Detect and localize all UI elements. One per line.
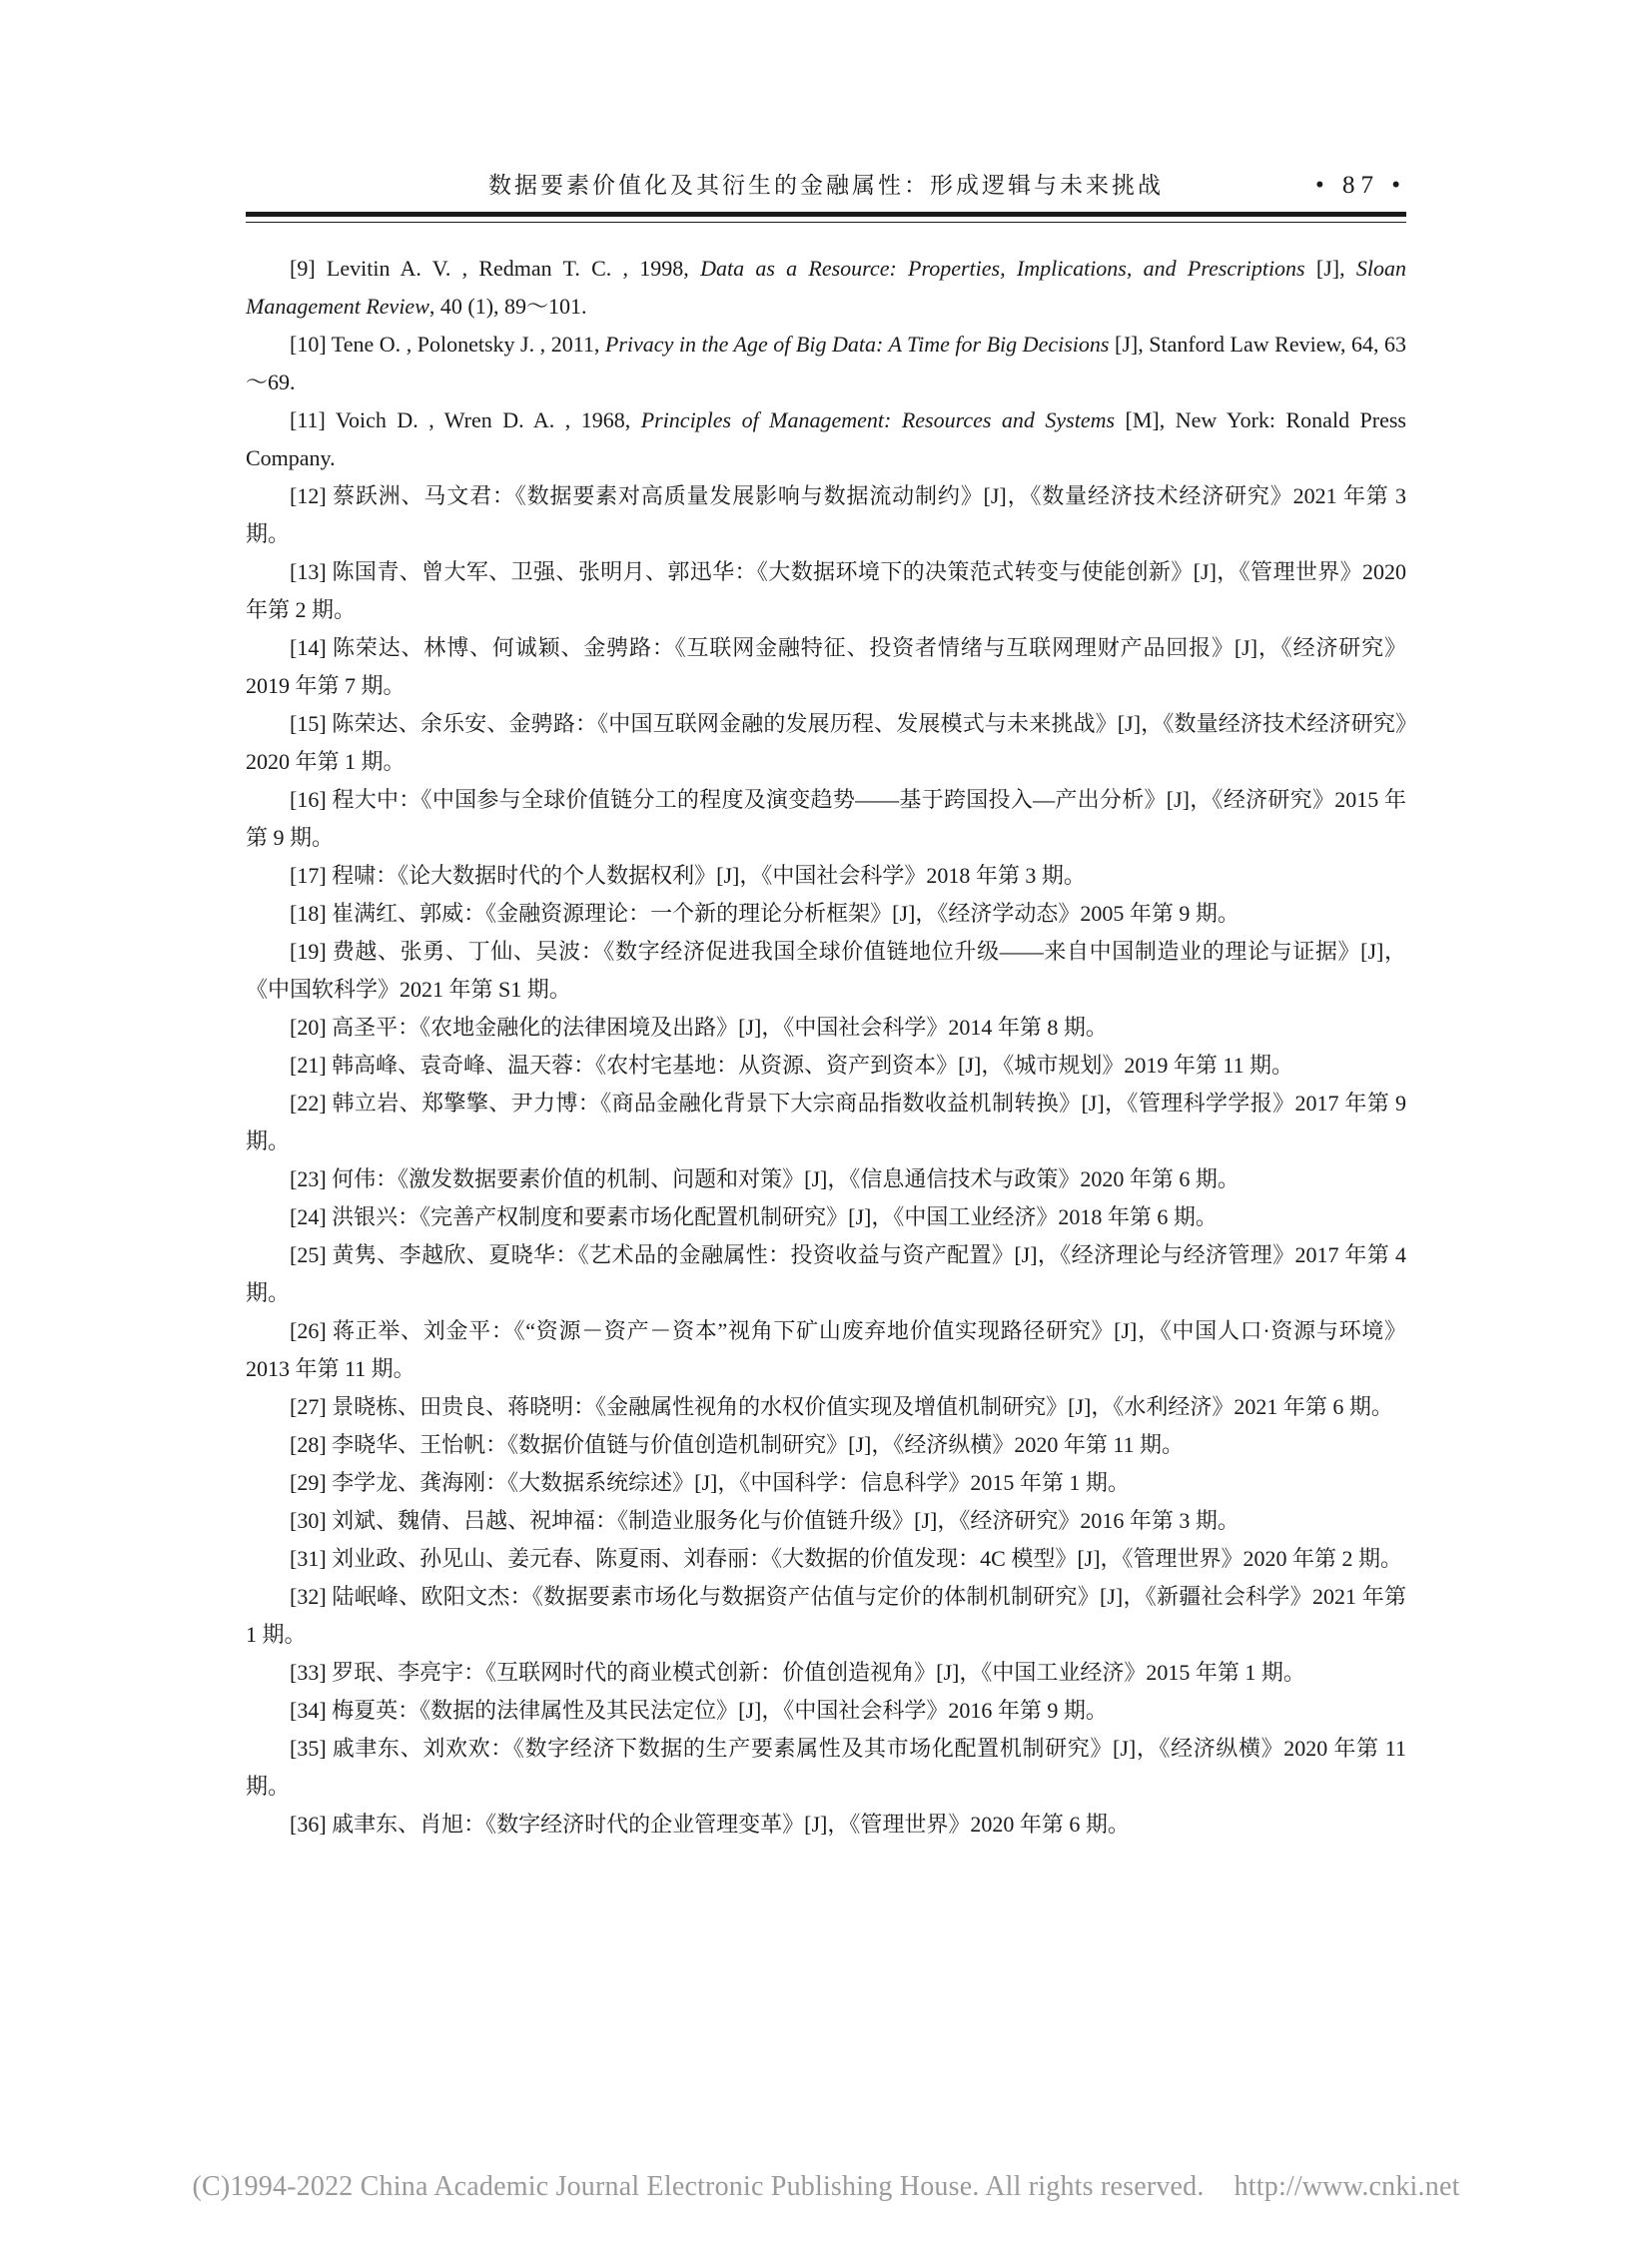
reference-item (246, 1426, 1406, 1464)
reference-item (246, 1692, 1406, 1730)
reference-text: 罗珉、李亮宇：《互联网时代的商业模式创新：价值创造视角》[J]，《中国工业经济》2015 年第 1 期。 (326, 1660, 1305, 1685)
reference-item (246, 1730, 1406, 1806)
reference-item (246, 705, 1406, 781)
reference-number: [16] (290, 787, 327, 812)
reference-item (246, 1047, 1406, 1085)
reference-item (246, 857, 1406, 895)
reference-text: 崔满红、郭威：《金融资源理论：一个新的理论分析框架》[J]，《经济学动态》2005 年第 9 期。 (326, 901, 1239, 926)
reference-text: Voich D. , Wren D. A. , 1968, (325, 407, 641, 432)
reference-number: [27] (290, 1394, 327, 1419)
reference-number: [26] (290, 1318, 327, 1343)
reference-text: 陈荣达、林博、何诚颖、金骋路：《互联网金融特征、投资者情绪与互联网理财产品回报》[J]，《经济研究》2019 年第 7 期。 (246, 635, 1406, 698)
reference-text: 蒋正举、刘金平：《“资源－资产－资本”视角下矿山废弃地价值实现路径研究》[J]，《中国人口·资源与环境》2013 年第 11 期。 (246, 1318, 1406, 1381)
reference-item (246, 1160, 1406, 1198)
reference-text: 何伟：《激发数据要素价值的机制、问题和对策》[J]，《信息通信技术与政策》2020 年第 6 期。 (326, 1166, 1239, 1191)
reference-number: [24] (290, 1204, 327, 1229)
reference-text: 李学龙、龚海刚：《大数据系统综述》[J]，《中国科学：信息科学》2015 年第 1 期。 (326, 1470, 1130, 1495)
reference-title-italic: Data as a Resource: Properties, Implications, and Prescriptions (700, 256, 1305, 281)
reference-number: [12] (290, 483, 327, 508)
reference-title-italic: Privacy in the Age of Big Data: A Time for Big Decisions (604, 332, 1110, 357)
reference-item (246, 1654, 1406, 1692)
reference-list (246, 250, 1406, 1844)
reference-text: 陈国青、曾大军、卫强、张明月、郭迅华：《大数据环境下的决策范式转变与使能创新》[J]，《管理世界》2020 年第 2 期。 (246, 559, 1406, 622)
reference-text: 蔡跃洲、马文君：《数据要素对高质量发展影响与数据流动制约》[J]，《数量经济技术经济研究》2021 年第 3 期。 (246, 483, 1406, 546)
reference-journal-italic: Sloan Management Review (246, 256, 1406, 319)
reference-text: 韩立岩、郑擎擎、尹力博：《商品金融化背景下大宗商品指数收益机制转换》[J]，《管理科学学报》2017 年第 9 期。 (246, 1091, 1406, 1153)
reference-number: [22] (290, 1091, 327, 1116)
reference-text: [J], Stanford Law Review, 64, 63～69. (246, 332, 1407, 394)
reference-item (246, 477, 1406, 553)
reference-number: [29] (290, 1470, 327, 1495)
reference-item (246, 1312, 1406, 1388)
reference-number: [25] (290, 1242, 327, 1267)
reference-text: 黄隽、李越欣、夏晓华：《艺术品的金融属性：投资收益与资产配置》[J]，《经济理论与经济管理》2017 年第 4 期。 (246, 1242, 1406, 1305)
reference-item (246, 326, 1406, 401)
reference-item (246, 553, 1406, 629)
reference-text: 刘斌、魏倩、吕越、祝坤福：《制造业服务化与价值链升级》[J]，《经济研究》2016 年第 3 期。 (326, 1508, 1239, 1533)
reference-number: [13] (290, 559, 327, 584)
reference-number: [15] (290, 711, 327, 736)
reference-number: [34] (290, 1698, 327, 1723)
reference-item (246, 250, 1406, 326)
reference-text: 戚聿东、肖旭：《数字经济时代的企业管理变革》[J]，《管理世界》2020 年第 6 期。 (326, 1812, 1130, 1837)
reference-text: , 40 (1), 89～101. (428, 294, 587, 319)
header-rule-thin (246, 222, 1406, 223)
reference-text: 程大中：《中国参与全球价值链分工的程度及演变趋势——基于跨国投入—产出分析》[J]，《经济研究》2015 年第 9 期。 (246, 787, 1406, 850)
reference-item (246, 401, 1406, 477)
footer (0, 2171, 1652, 2203)
reference-title-italic: Principles of Management: Resources and Systems (640, 407, 1116, 432)
reference-item (246, 1540, 1406, 1578)
reference-text: 陈荣达、余乐安、金骋路：《中国互联网金融的发展历程、发展模式与未来挑战》[J]，《数量经济技术经济研究》2020 年第 1 期。 (246, 711, 1406, 774)
reference-item (246, 1578, 1406, 1654)
reference-text: 刘业政、孙见山、姜元春、陈夏雨、刘春丽：《大数据的价值发现：4C 模型》[J]，《管理世界》2020 年第 2 期。 (326, 1546, 1403, 1571)
reference-text: 高圣平：《农地金融化的法律困境及出路》[J]，《中国社会科学》2014 年第 8 期。 (326, 1015, 1108, 1040)
reference-number: [31] (290, 1546, 327, 1571)
footer-url: http://www.cnki.net (1234, 2171, 1460, 2202)
reference-item (246, 1236, 1406, 1312)
reference-item (246, 933, 1406, 1009)
reference-item (246, 1388, 1406, 1426)
reference-text: [M], New York: Ronald Press Company. (246, 407, 1406, 470)
reference-item (246, 1502, 1406, 1540)
reference-item (246, 1806, 1406, 1844)
reference-text: Levitin A. V. , Redman T. C. , 1998, (315, 256, 701, 281)
reference-number: [33] (290, 1660, 327, 1685)
reference-number: [21] (290, 1053, 327, 1078)
reference-number: [19] (290, 939, 327, 964)
reference-item (246, 895, 1406, 933)
reference-text: 陆岷峰、欧阳文杰：《数据要素市场化与数据资产估值与定价的体制机制研究》[J]，《新疆社会科学》2021 年第 1 期。 (246, 1584, 1406, 1647)
page-number: • 87 • (1314, 172, 1406, 199)
reference-number: [18] (290, 901, 327, 926)
reference-text: 李晓华、王怡帆：《数据价值链与价值创造机制研究》[J]，《经济纵横》2020 年第 11 期。 (326, 1432, 1185, 1457)
reference-number: [10] (290, 332, 327, 357)
reference-text: 戚聿东、刘欢欢：《数字经济下数据的生产要素属性及其市场化配置机制研究》[J]，《经济纵横》2020 年第 11 期。 (246, 1736, 1406, 1799)
reference-item (246, 1198, 1406, 1236)
reference-text: Tene O. , Polonetsky J. , 2011, (326, 332, 605, 357)
reference-number: [30] (290, 1508, 327, 1533)
running-header (246, 168, 1406, 212)
reference-text: 梅夏英：《数据的法律属性及其民法定位》[J]，《中国社会科学》2016 年第 9 期。 (326, 1698, 1108, 1723)
reference-text: 洪银兴：《完善产权制度和要素市场化配置机制研究》[J]，《中国工业经济》2018 年第 6 期。 (326, 1204, 1218, 1229)
reference-number: [9] (290, 256, 316, 281)
reference-text: 费越、张勇、丁仙、吴波：《数字经济促进我国全球价值链地位升级——来自中国制造业的理论与证据》[J]，《中国软科学》2021 年第 S1 期。 (246, 939, 1406, 1002)
footer-copyright: (C)1994-2022 China Academic Journal Electronic Publishing House. All rights reserved. (192, 2171, 1205, 2202)
reference-text: 韩高峰、袁奇峰、温天蓉：《农村宅基地：从资源、资产到资本》[J]，《城市规划》2019 年第 11 期。 (326, 1053, 1294, 1078)
reference-number: [23] (290, 1166, 327, 1191)
reference-text: 景晓栋、田贵良、蒋晓明：《金融属性视角的水权价值实现及增值机制研究》[J]，《水利经济》2021 年第 6 期。 (326, 1394, 1393, 1419)
reference-number: [35] (290, 1736, 327, 1761)
reference-item (246, 781, 1406, 857)
reference-item (246, 1085, 1406, 1160)
reference-item (246, 629, 1406, 705)
reference-number: [20] (290, 1015, 327, 1040)
reference-text: 程啸：《论大数据时代的个人数据权利》[J]，《中国社会科学》2018 年第 3 期。 (326, 863, 1086, 888)
running-header-title: 数据要素价值化及其衍生的金融属性：形成逻辑与未来挑战 (488, 173, 1164, 199)
reference-number: [11] (290, 407, 326, 432)
reference-number: [28] (290, 1432, 327, 1457)
reference-number: [36] (290, 1812, 327, 1837)
reference-text: [J], (1304, 256, 1356, 281)
reference-number: [32] (290, 1584, 327, 1609)
reference-item (246, 1009, 1406, 1047)
reference-number: [14] (290, 635, 327, 660)
reference-item (246, 1464, 1406, 1502)
header-rule-thick (246, 212, 1406, 217)
reference-number: [17] (290, 863, 327, 888)
